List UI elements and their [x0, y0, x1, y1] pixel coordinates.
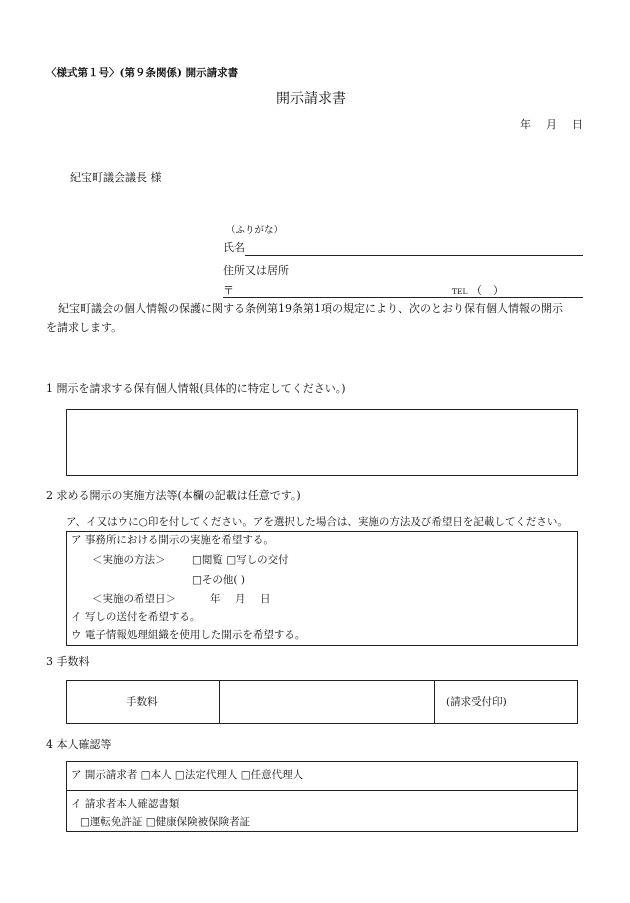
intro-line2: を請求します。: [46, 321, 123, 334]
section2-heading: 2 求める開示の実施方法等(本欄の記載は任意です。): [46, 489, 301, 502]
method-label: ＜実施の方法＞: [92, 554, 166, 566]
fee-divider-2: [434, 680, 435, 724]
address-underline[interactable]: [223, 297, 583, 298]
postal-mark: 〒: [223, 284, 234, 297]
fee-amount-field[interactable]: [220, 681, 433, 723]
option-a[interactable]: ア 事務所における開示の実施を希望する。: [71, 534, 274, 546]
desired-date[interactable]: 年 月 日: [210, 593, 273, 605]
name-label: 氏名: [223, 241, 245, 254]
method-option2[interactable]: □その他( ): [192, 574, 245, 586]
identity-row2-items[interactable]: □運転免許証 □健康保険被保険者証: [80, 816, 251, 828]
section2-note: ア、イ又はウに○印を付してください。アを選択した場合は、実施の方法及び希望日を記載してください。: [66, 516, 568, 528]
section3-heading: 3 手数料: [46, 655, 90, 668]
section4-heading: 4 本人確認等: [46, 738, 112, 751]
fee-label: 手数料: [126, 696, 158, 708]
page-title: 開示請求書: [276, 91, 346, 107]
option-u[interactable]: ウ 電子情報処理組織を使用した開示を希望する。: [71, 629, 306, 641]
identity-row2-title: イ 請求者本人確認書類: [71, 798, 180, 810]
address-label: 住所又は居所: [223, 264, 289, 277]
stamp-label: (請求受付印): [446, 696, 507, 708]
personal-info-box[interactable]: [66, 409, 578, 476]
date-field[interactable]: 年 月 日: [520, 118, 585, 131]
section1-heading: 1 開示を請求する保有個人情報(具体的に特定してください。): [46, 382, 346, 395]
addressee: 紀宝町議会議長 様: [70, 171, 162, 184]
name-underline[interactable]: [245, 255, 583, 256]
furigana-label: （ふりがな）: [226, 225, 284, 236]
date-label: ＜実施の希望日＞: [92, 593, 176, 605]
tel-label: TEL: [452, 287, 468, 296]
form-label: 〈様式第１号〉(第９条関係) 開示請求書: [46, 67, 239, 79]
identity-row-divider: [66, 790, 578, 791]
option-i[interactable]: イ 写しの送付を希望する。: [71, 611, 201, 623]
method-option1[interactable]: □閲覧 □写しの交付: [192, 554, 289, 566]
identity-row1[interactable]: ア 開示請求者 □本人 □法定代理人 □任意代理人: [71, 769, 304, 781]
tel-parens: （ ）: [470, 284, 504, 297]
intro-line1: 紀宝町議会の個人情報の保護に関する条例第19条第1項の規定により、次のとおり保有個人情報の開示: [58, 302, 563, 315]
